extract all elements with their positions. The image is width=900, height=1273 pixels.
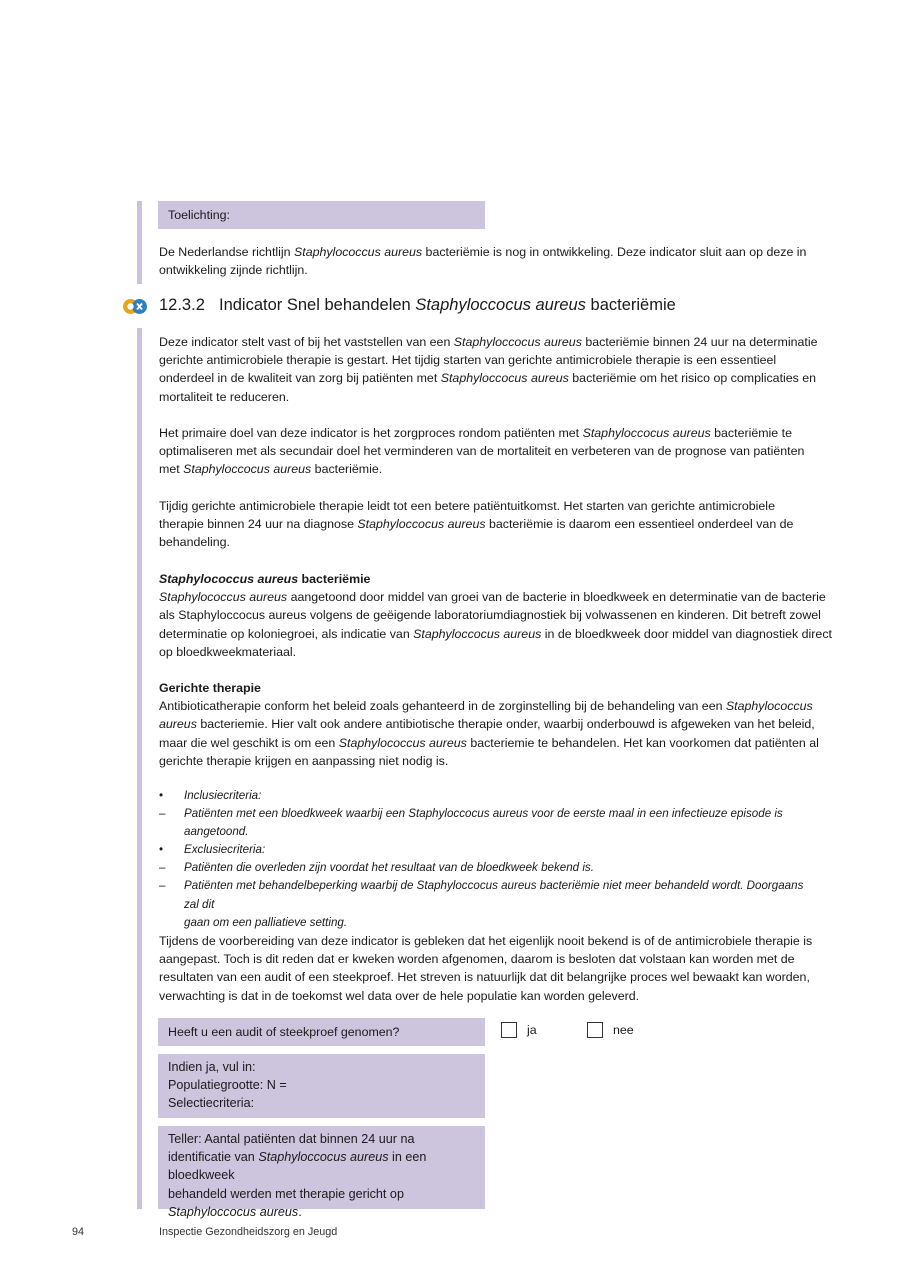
- audit-question: Heeft u een audit of steekproef genomen?: [168, 1025, 400, 1039]
- toelichting-text: De Nederlandse richtlijn Staphylococcus aureus bacteriëmie is nog in ontwikkeling. Deze indicator sluit aan op deze in ontwikkeling zijnde richtlijn.: [159, 245, 807, 278]
- yes-label: ja: [527, 1023, 537, 1037]
- paragraph-timing: Tijdig gerichte antimicrobiele therapie leidt tot een betere patiëntuitkomst. Het starten van gerichte antimicrobiele therapie binnen 24 uur na diagnose Staphyloccocus aureus bacteriëmie is daarom een essentieel onderdeel van de behandeling.: [159, 499, 794, 550]
- exclusion-list: • Exclusiecriteria: – Patiënten die overleden zijn voordat het resultaat van de bloedkweek bekend is. – Patiënten met behandelbeperking waarbij de Staphyloccocus aureus bacteriëmie niet meer behandeld wordt. Doorgaans zal dit gaan om een palliatieve setting.: [159, 843, 804, 929]
- inclusion-list: • Inclusiecriteria: – Patiënten met een bloedkweek waarbij een Staphyloccocus aureus voor de eerste maal in een infectieuze episode is aangetoond.: [159, 789, 783, 839]
- sample-info-box[interactable]: [158, 1054, 485, 1118]
- no-option[interactable]: [587, 1022, 634, 1038]
- definition-bacteriemie: Staphylococcus aureus bacteriëmie Staphylococcus aureus aangetoond door middel van groei van de bacterie in bloedkweek en determinatie van de bacterie als Staphyloccocus aureus volgens de geëigende laboratoriumdiagnostiek bij volwassenen en kinderen. Dit betreft zowel determinatie op koloniegroei, als indicatie van Staphyloccocus aureus in de bloedkweek door middel van diagnostiek direct op bloedkweekmateriaal.: [159, 570, 834, 661]
- paragraph-goal: Het primaire doel van deze indicator is het zorgproces rondom patiënten met Staphyloccocus aureus bacteriëmie te optimaliseren met als secundair doel het verminderen van de mortaliteit en verbeteren van de prognose van patiënten met Staphyloccocus aureus bacteriëmie.: [159, 426, 805, 477]
- teller-box: Teller: Aantal patiënten dat binnen 24 uur na identificatie van Staphyloccocus aureus in een bloedkweek behandeld werden met therapie gericht op Staphyloccocus aureus.: [158, 1126, 485, 1209]
- section-heading: 12.3.2 Indicator Snel behandelen Staphyloccocus aureus bacteriëmie: [159, 296, 676, 314]
- toelichting-label-box: [158, 201, 485, 229]
- margin-bar-toelichting: [137, 201, 142, 284]
- no-label: nee: [613, 1023, 634, 1037]
- footer-organization: Inspectie Gezondheidszorg en Jeugd: [159, 1226, 338, 1238]
- no-checkbox[interactable]: [587, 1022, 603, 1038]
- indicator-type-icon: [122, 298, 148, 315]
- paragraph-intro: Deze indicator stelt vast of bij het vaststellen van een Staphyloccocus aureus bacteriëmie binnen 24 uur na determinatie gerichte antimicrobiele therapie is gestart. Het tijdig starten van gerichte antimicrobiele therapie is een essentieel onderdeel in de kwaliteit van zorg bij patiënten met Staphyloccocus aureus bacteriëmie om het risico op complicaties en mortaliteit te reduceren.: [159, 335, 818, 404]
- population-field[interactable]: Populatiegrootte: N =: [168, 1078, 287, 1093]
- definition-gerichte-therapie: Gerichte therapie Antibioticatherapie conform het beleid zoals gehanteerd in de zorginstelling bij de behandeling van een Staphylococcus aureus bacteriemie. Hier valt ook andere antibiotische therapie onder, waarbij onderbouwd is afgeweken van het beleid, maar die wel geschikt is om een Staphylococcus aureus bacteriemie te behandelen. Het kan voorkomen dat patiënten al gerichte therapie krijgen en aanpassing niet nodig is.: [159, 679, 834, 770]
- audit-question-box: [158, 1018, 485, 1046]
- indien-label: Indien ja, vul in:: [168, 1060, 256, 1074]
- selection-field[interactable]: Selectiecriteria:: [168, 1096, 255, 1111]
- section-number: 12.3.2: [159, 296, 205, 314]
- definition-title: Staphylococcus aureus bacteriëmie: [159, 572, 371, 586]
- paragraph-preparation: Tijdens de voorbereiding van deze indicator is gebleken dat het eigenlijk nooit bekend is of de antimicrobiele therapie is aangepast. Toch is dit reden dat er kweken worden afgenomen, daarom is besloten dat volstaan kan worden met de resultaten van een audit of een steekproef. Het streven is natuurlijk dat dit belangrijke proces wel bewaakt kan worden, verwachting is dat in de toekomst wel data over de hele populatie kan worden geleverd.: [159, 934, 813, 1003]
- page-number: 94: [72, 1226, 85, 1238]
- definition-title: Gerichte therapie: [159, 681, 261, 695]
- yes-checkbox[interactable]: [501, 1022, 517, 1038]
- yes-option[interactable]: [501, 1022, 537, 1038]
- margin-bar-body: [137, 328, 142, 1209]
- toelichting-label: Toelichting:: [168, 208, 230, 222]
